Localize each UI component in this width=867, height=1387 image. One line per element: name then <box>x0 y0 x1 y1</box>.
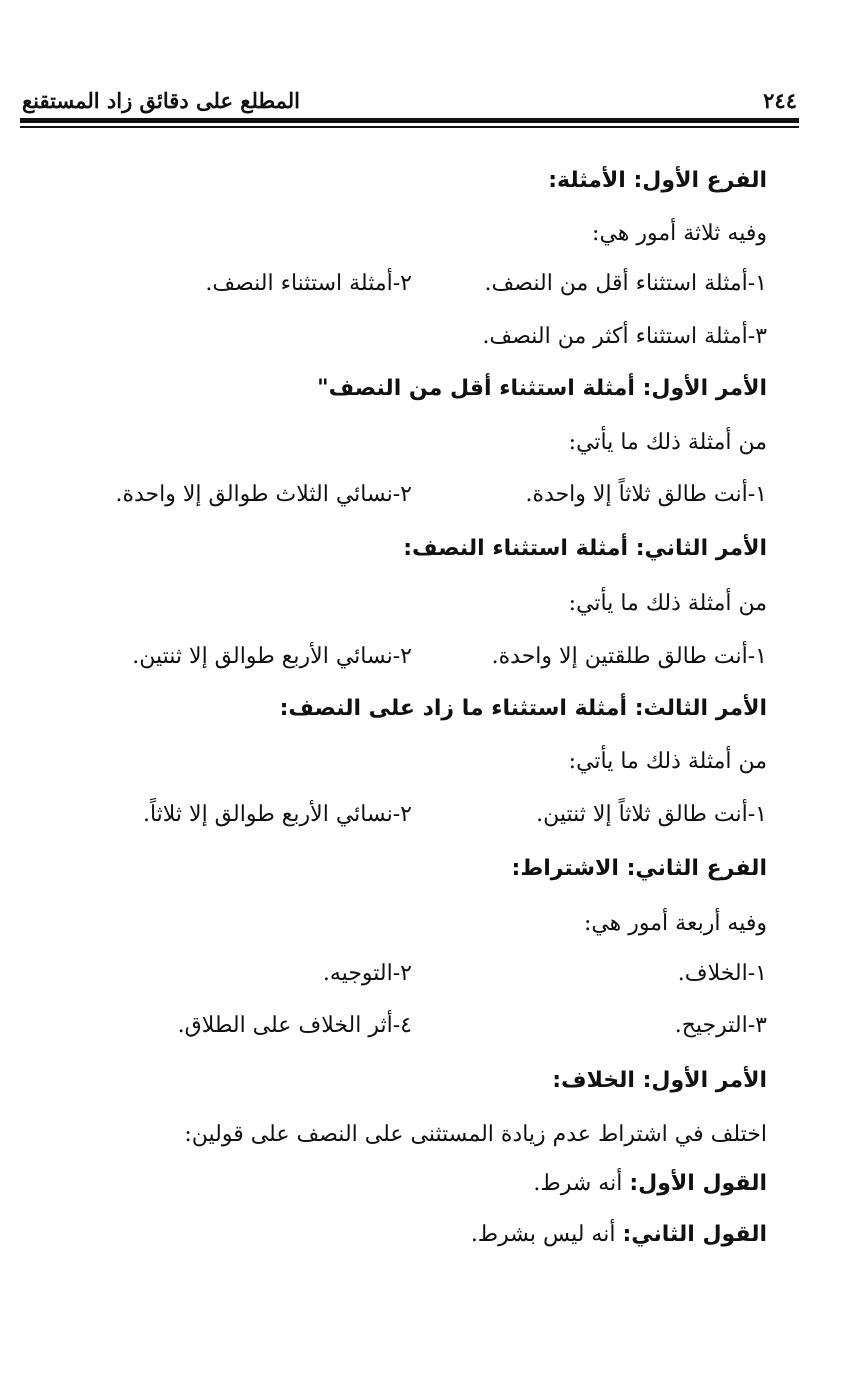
matter1-intro: من أمثلة ذلك ما يأتي: <box>568 430 767 455</box>
matter3-example-1: ١-أنت طالق ثلاثاً إلا ثنتين. <box>536 802 767 827</box>
section1-item-3: ٣-أمثلة استثناء أكثر من النصف. <box>482 324 767 349</box>
matter2-example-2: ٢-نسائي الأربع طوالق إلا ثنتين. <box>132 644 412 669</box>
section1-heading: الفرع الأول: الأمثلة: <box>548 168 767 193</box>
s2-matter1-heading: الأمر الأول: الخلاف: <box>552 1068 767 1093</box>
opinion-1-text: أنه شرط. <box>533 1171 623 1196</box>
matter1-example-2: ٢-نسائي الثلاث طوالق إلا واحدة. <box>115 482 412 507</box>
opinion-2 <box>471 1220 767 1250</box>
matter3-example-2: ٢-نسائي الأربع طوالق إلا ثلاثاً. <box>142 802 412 827</box>
section2-intro: وفيه أربعة أمور هي: <box>583 911 767 936</box>
section1-item-1: ١-أمثلة استثناء أقل من النصف. <box>484 271 767 296</box>
page-number: ٢٤٤ <box>763 87 797 113</box>
header-rule-thin <box>20 126 799 128</box>
matter2-heading: الأمر الثاني: أمثلة استثناء النصف: <box>403 536 767 561</box>
matter3-heading: الأمر الثالث: أمثلة استثناء ما زاد على النصف: <box>279 696 767 721</box>
section2-item-4: ٤-أثر الخلاف على الطلاق. <box>177 1013 412 1038</box>
book-title: المطلع على دقائق زاد المستقنع <box>22 87 301 113</box>
section1-item-2: ٢-أمثلة استثناء النصف. <box>205 271 412 296</box>
header-rule-thick <box>20 118 799 123</box>
matter2-example-1: ١-أنت طالق طلقتين إلا واحدة. <box>491 644 767 669</box>
section2-heading: الفرع الثاني: الاشتراط: <box>511 856 767 881</box>
matter1-heading: الأمر الأول: أمثلة استثناء أقل من النصف" <box>317 376 767 401</box>
opinion-2-text: أنه ليس بشرط. <box>470 1222 616 1247</box>
matter2-intro: من أمثلة ذلك ما يأتي: <box>568 591 767 616</box>
opinion-2-label: القول الثاني: <box>622 1222 767 1247</box>
section2-item-3: ٣-الترجيح. <box>674 1013 767 1038</box>
matter3-intro: من أمثلة ذلك ما يأتي: <box>568 749 767 774</box>
section2-item-2: ٢-التوجيه. <box>322 961 412 986</box>
opinion-1-label: القول الأول: <box>629 1171 767 1196</box>
s2-matter1-text: اختلف في اشتراط عدم زيادة المستثنى على النصف على قولين: <box>184 1122 767 1147</box>
matter1-example-1: ١-أنت طالق ثلاثاً إلا واحدة. <box>525 482 767 507</box>
section2-item-1: ١-الخلاف. <box>677 961 767 986</box>
opinion-1 <box>533 1169 767 1199</box>
page-header <box>22 86 797 114</box>
section1-intro: وفيه ثلاثة أمور هي: <box>592 221 767 246</box>
